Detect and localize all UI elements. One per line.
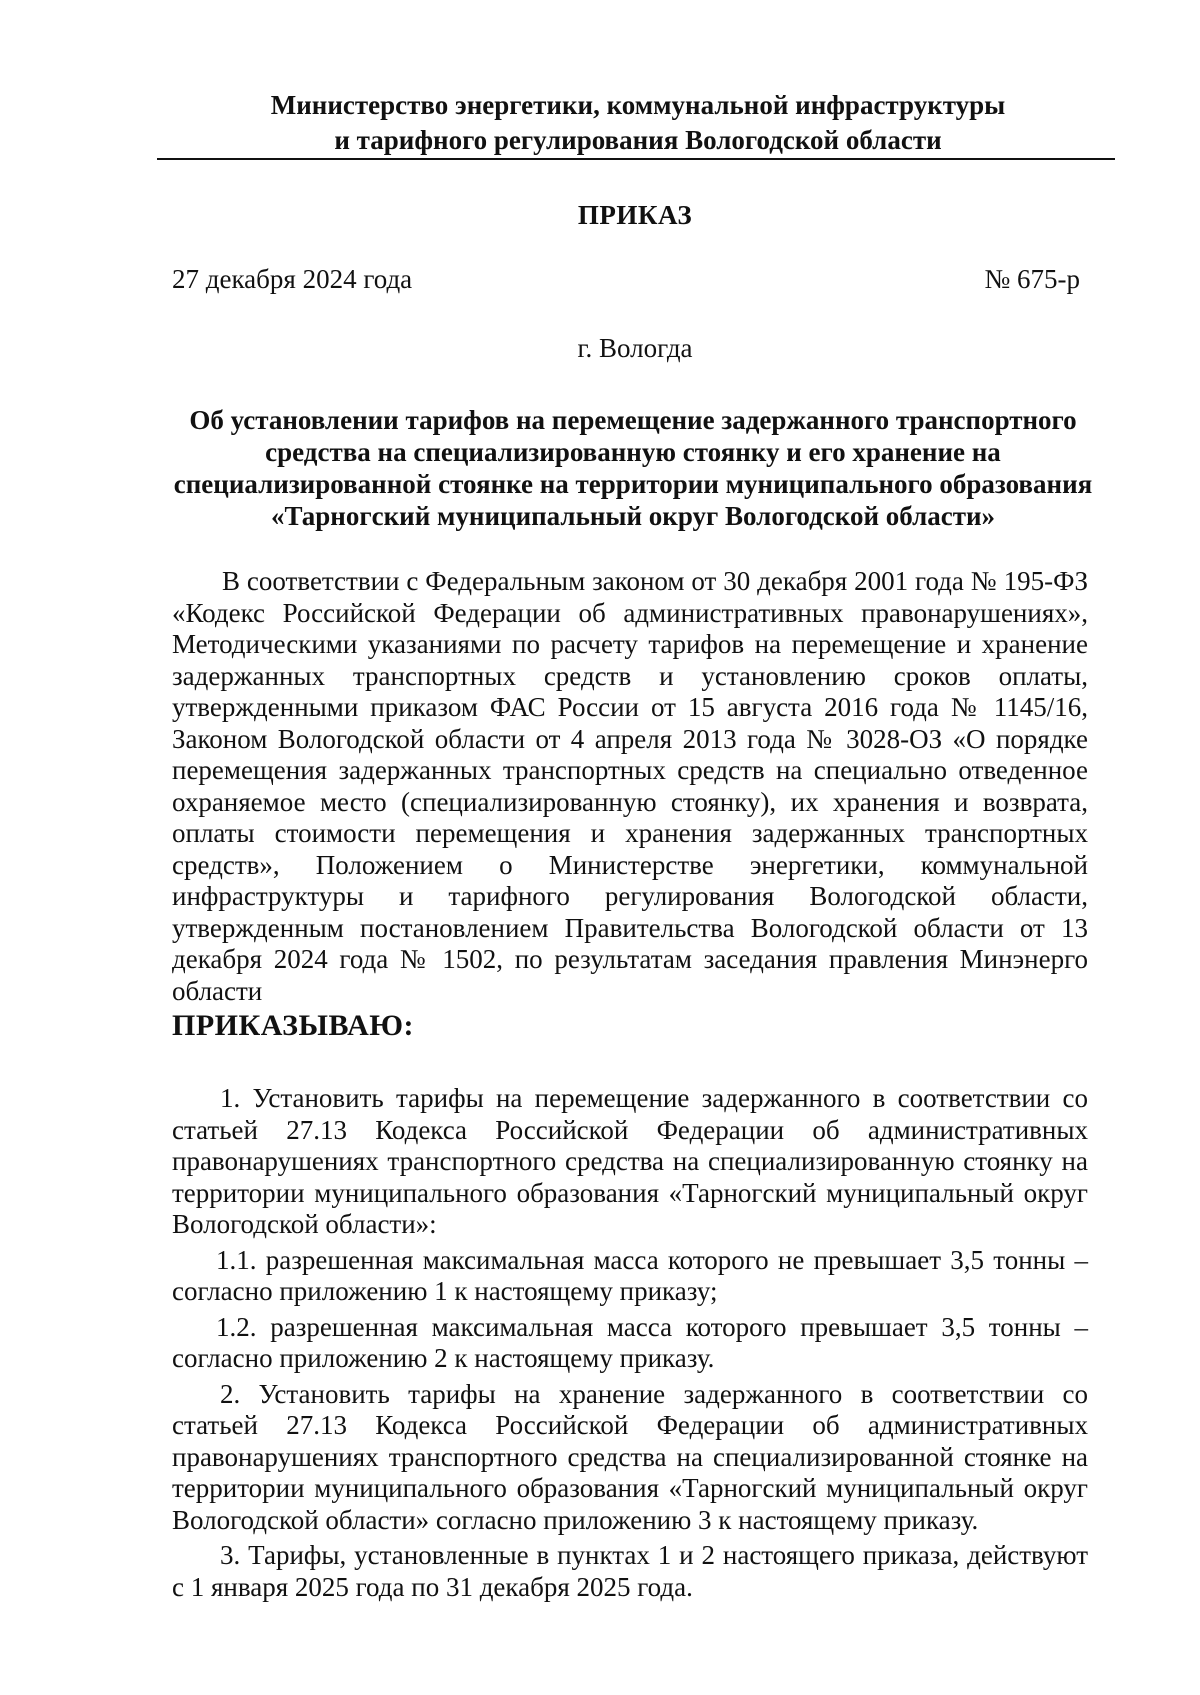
document-title-line-1: Об установлении тарифов на перемещение задержанного транспортного [189, 405, 1077, 435]
preamble-paragraph: В соответствии с Федеральным законом от 30 декабря 2001 года № 195-ФЗ «Кодекс Российской Федерации об административных правонарушениях», Методическими указаниями по расчету тарифов на перемещение и хранение задержанных транспортных средств и установлению сроков оплаты, утвержденными приказом ФАС России от 15 августа 2016 года № 1145/16, Законом Вологодской области от 4 апреля 2013 года № 3028-ОЗ «О порядке перемещения задержанных транспортных средств на специально отведенное охраняемое место (специализированную стоянку), их хранения и возврата, оплаты стоимости перемещения и хранения задержанных транспортных средств», Положением о Министерстве энергетики, коммунальной инфраструктуры и тарифного регулирования Вологодской области, утвержденным постановлением Правительства Вологодской области от 13 декабря 2024 года № 1502, по результатам заседания правления Минэнерго области [172, 566, 1088, 1006]
order-directive: ПРИКАЗЫВАЮ: [172, 1009, 415, 1042]
clause-1: 1. Установить тарифы на перемещение задержанного в соответствии со статьей 27.13 Кодекса Российской Федерации об административных правонарушениях транспортного средства на специализированную стоянку на территории муниципального образования «Тарногский муниципальный округ Вологодской области»: [172, 1083, 1088, 1239]
document-date: 27 декабря 2024 года [172, 264, 413, 294]
clause-2: 2. Установить тарифы на хранение задержанного в соответствии со статьей 27.13 Кодекса Российской Федерации об административных правонарушениях транспортного средства на специализированной стоянке на территории муниципального образования «Тарногский муниципальный округ Вологодской области» согласно приложению 3 к настоящему приказу. [172, 1378, 1088, 1535]
clause-1-2: 1.2. разрешенная максимальная масса которого превышает 3,5 тонны – согласно приложению 2 к настоящему приказу. [172, 1311, 1088, 1373]
issuing-authority [188, 88, 1088, 158]
issuing-authority-line-1: Министерство энергетики, коммунальной инфраструктуры [270, 90, 1006, 120]
document-city: г. Вологда [577, 333, 693, 363]
document-title [170, 404, 1096, 532]
document-type: ПРИКАЗ [577, 200, 693, 230]
clause-1-1: 1.1. разрешенная максимальная масса которого не превышает 3,5 тонны – согласно приложению 1 к настоящему приказу; [172, 1244, 1088, 1306]
issuing-authority-line-2: и тарифного регулирования Вологодской области [334, 125, 942, 155]
document-title-line-3: специализированной стоянке на территории муниципального образования [173, 469, 1093, 499]
clause-3: 3. Тарифы, установленные в пунктах 1 и 2 настоящего приказа, действуют с 1 января 2025 года по 31 декабря 2025 года. [172, 1540, 1088, 1602]
document-title-line-4: «Тарногский муниципальный округ Вологодской области» [270, 501, 996, 531]
document-title-line-2: средства на специализированную стоянку и его хранение на [265, 437, 1001, 467]
header-divider [157, 158, 1115, 160]
date-number-row [172, 264, 1088, 295]
document-number: № 675-р [984, 264, 1080, 294]
